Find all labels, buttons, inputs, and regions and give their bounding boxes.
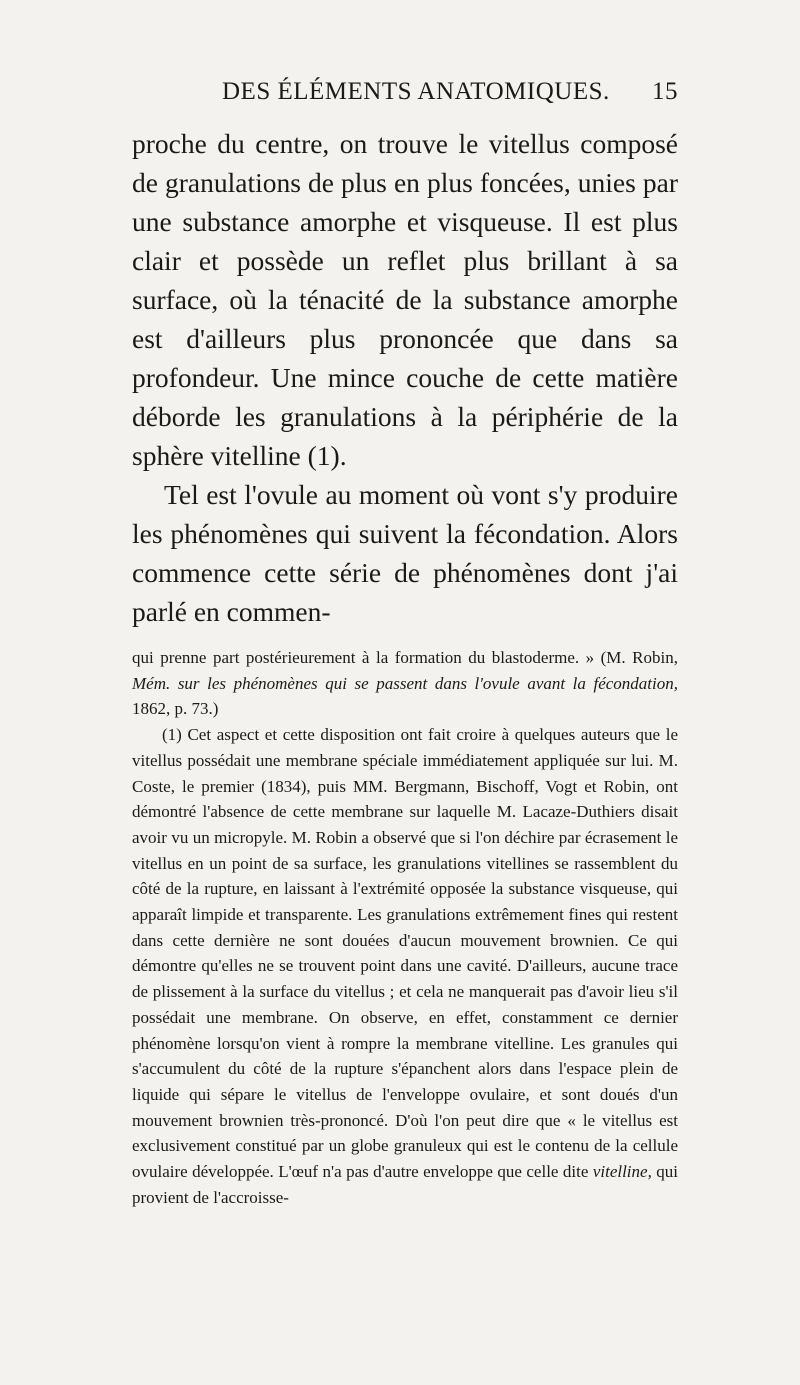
footnote-reference-title: Mém. sur les phénomènes qui se passent dans l'ovule avant la fécondation, [132, 673, 678, 693]
footnote-text: qui prenne part postérieurement à la formation du blastoderme. » (M. Robin, [132, 648, 678, 667]
running-header [132, 78, 678, 108]
footnote-1 [132, 722, 678, 1210]
footnote-text: (1) Cet aspect et cette disposition ont fait croire à quelques auteurs que le vitellus possédait une membrane spéciale immédiatement appliquée sur lui. M. Coste, le premier (1834), puis MM. Bergmann, Bischoff, Vogt et Robin, ont démontré l'absence de cette membrane sur laquelle M. Lacaze-Duthiers disait avoir vu un micropyle. M. Robin a observé que si l'on déchire par écrasement le vitellus en un point de sa surface, les granulations vitellines se rassemblent du côté de la rupture, en laissant à l'extrémité opposée la substance visqueuse, qui apparaît limpide et transparente. Les granulations extrêmement fines qui restent dans cette dernière ne sont douées d'aucun mouvement brownien. Ce qui démontre qu'elles ne se trouvent point dans une cavité. D'ailleurs, aucune trace de plissement à la surface du vitellus ; et cela ne manquerait pas d'avoir lieu s'il possédait une membrane. On observe, en effet, constamment ce dernier phénomène lorsqu'on vient à rompre la membrane vitelline. Les granules qui s'accumulent du côté de la rupture s'épanchent alors dans l'espace plein de liquide qui sépare le vitellus de l'enveloppe ovulaire, et sont doués d'un mouvement brownien très-prononcé. D'où l'on peut dire que « le vitellus est exclusivement constitué par un globe granuleux qui est le contenu de la cellule ovulaire développée. L'œuf n'a pas d'autre enveloppe que celle dite [132, 725, 678, 1182]
footnote-continuation [132, 645, 678, 722]
paragraph: Tel est l'ovule au moment où vont s'y produire les phénomènes qui suivent la fécondation. Alors commence cette série de phénomènes dont j'ai parlé en commen- [132, 479, 678, 627]
footnote-italic-term: vitelline, [592, 1162, 652, 1182]
main-text [132, 124, 678, 631]
footnote-text: 1862, p. 73.) [132, 699, 219, 719]
paragraph: proche du centre, on trouve le vitellus composé de granulations de plus en plus foncées, unies par une substance amorphe et visqueuse. Il est plus clair et possède un reflet plus brillant à sa surface, où la ténacité de la substance amorphe est d'ailleurs plus prononcée que dans sa profondeur. Une mince couche de cette matière déborde les granulations à la périphérie de la sphère vitelline (1). [132, 128, 678, 471]
page-number: 15 [652, 78, 678, 105]
footnotes [132, 645, 678, 1210]
footnote-text: qui provient de l'accroisse- [132, 1162, 678, 1207]
running-title: DES ÉLÉMENTS ANATOMIQUES. [222, 78, 610, 105]
